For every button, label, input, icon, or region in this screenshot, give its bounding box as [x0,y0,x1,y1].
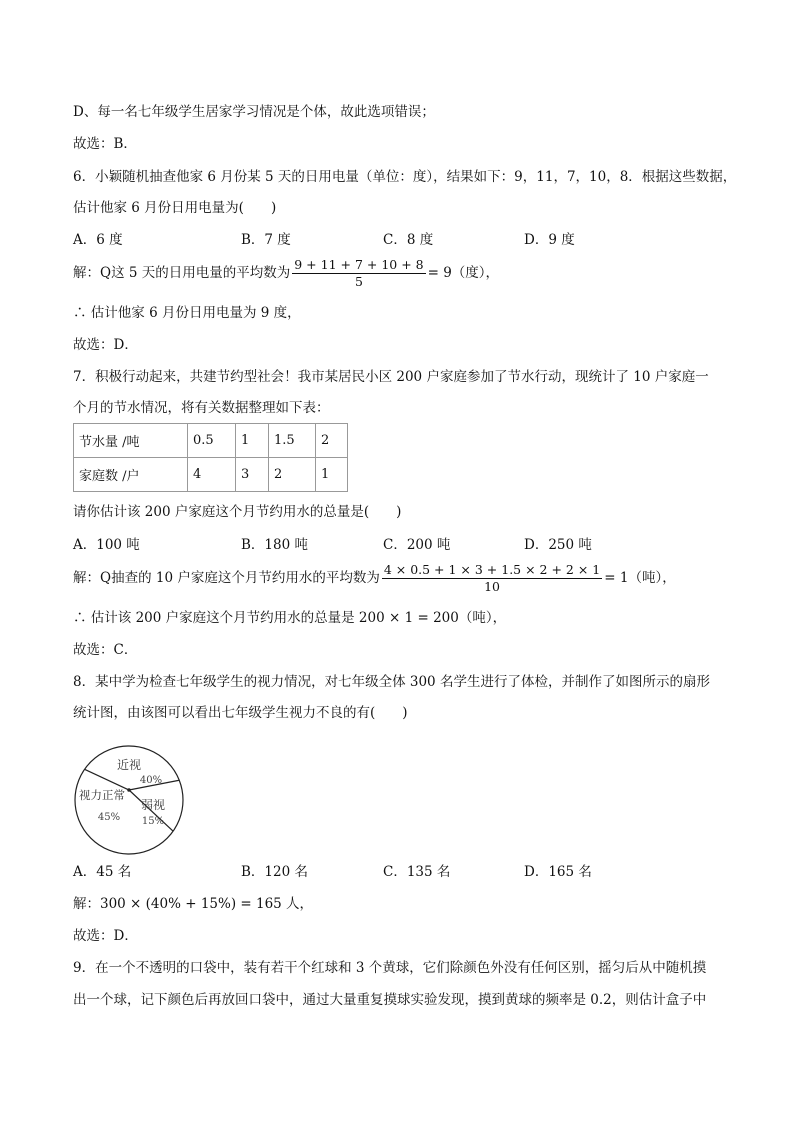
table-row [74,458,348,492]
q8-choice-c: C．135 名 [383,864,451,880]
q6-choice-d: D．9 度 [524,232,575,248]
q6-solution [73,256,499,290]
q6-stem-line2: 估计他家 6 月份日用电量为( ) [73,200,277,216]
q8-choice-d: D．165 名 [524,864,592,880]
q7-fraction [382,562,602,595]
q6-solution-post: = 9（度）， [427,265,500,281]
q8-answer: 故选：D． [73,928,138,944]
q8-choice-a: A．45 名 [73,864,132,880]
table-cell: 1 [236,424,269,458]
pie-center-dot [127,788,131,792]
vision-pie-chart [73,744,185,856]
pie-pct-normal: 45% [97,812,121,823]
table-cell: 3 [236,458,269,492]
q8-stem-line1: 8．某中学为检查七年级学生的视力情况，对七年级全体 300 名学生进行了体检，并制作了如图所示的扇形 [73,674,710,690]
pie-pct-amblyopia: 15% [141,816,165,827]
q6-answer: 故选：D． [73,337,138,353]
pie-label-myopia: 近视 [116,758,142,772]
water-saving-table [73,423,348,492]
d-option-line: D、每一名七年级学生居家学习情况是个体，故此选项错误； [73,104,435,120]
pie-label-amblyopia: 弱视 [140,798,166,812]
q7-solution [73,561,676,595]
q6-choice-b: B．7 度 [241,232,291,248]
q6-frac-numerator: 9 + 11 + 7 + 10 + 8 [294,257,424,272]
q6-choices [73,230,723,250]
q6-fraction [292,257,425,290]
table-row-header: 家庭数 /户 [74,458,188,492]
q7-choice-b: B．180 吨 [241,537,308,553]
q7-ask: 请你估计该 200 户家庭这个月节约用水的总量是( ) [73,504,402,520]
q7-choice-c: C．200 吨 [383,537,451,553]
q6-choice-c: C．8 度 [383,232,434,248]
q8-solution: 解：300 × (40% + 15%) = 165 人， [73,896,314,912]
q8-choice-b: B．120 名 [241,864,308,880]
pie-pct-myopia: 40% [139,775,163,786]
q7-choices [73,535,723,555]
q7-stem-line2: 个月的节水情况，将有关数据整理如下表： [73,400,330,416]
answer-prev: 故选：B． [73,136,137,152]
q7-therefore: ∴ 估计该 200 户家庭这个月节约用水的总量是 200 × 1 = 200（吨）， [73,610,507,626]
q8-stem-line2: 统计图，由该图可以看出七年级学生视力不良的有( ) [73,705,408,721]
q7-answer: 故选：C． [73,642,138,658]
q7-frac-denominator: 10 [484,579,500,594]
q6-frac-denominator: 5 [354,274,363,289]
q6-therefore: ∴ 估计他家 6 月份日用电量为 9 度， [73,305,301,321]
q7-choice-d: D．250 吨 [524,537,592,553]
table-cell: 2 [316,424,348,458]
q7-solution-pre: 解：Q抽查的 10 户家庭这个月节约用水的平均数为 [73,570,380,586]
table-cell: 0.5 [188,424,236,458]
pie-label-normal: 视力正常 [79,788,125,802]
q8-choices [73,862,723,882]
q6-solution-pre: 解：Q这 5 天的日用电量的平均数为 [73,265,291,281]
q7-choice-a: A．100 吨 [73,537,140,553]
table-cell: 4 [188,458,236,492]
q6-stem-line1: 6．小颖随机抽查他家 6 月份某 5 天的日用电量（单位：度），结果如下：9，11，7，10，8．根据这些数据， [73,169,737,185]
table-cell: 1 [316,458,348,492]
q9-stem-line1: 9．在一个不透明的口袋中，装有若干个红球和 3 个黄球，它们除颜色外没有任何区别，摇匀后从中随机摸 [73,960,707,976]
q7-stem-line1: 7．积极行动起来，共建节约型社会！我市某居民小区 200 户家庭参加了节水行动，现统计了 10 户家庭一 [73,369,709,385]
q9-stem-line2: 出一个球，记下颜色后再放回口袋中，通过大量重复摸球实验发现，摸到黄球的频率是 0.2，则估计盒子中 [73,992,707,1008]
q6-choice-a: A．6 度 [73,232,123,248]
table-cell: 1.5 [269,424,316,458]
table-row [74,424,348,458]
q7-solution-post: = 1（吨）， [604,570,676,586]
table-row-header: 节水量 /吨 [74,424,188,458]
table-cell: 2 [269,458,316,492]
q7-frac-numerator: 4 × 0.5 + 1 × 3 + 1.5 × 2 + 2 × 1 [383,562,601,577]
